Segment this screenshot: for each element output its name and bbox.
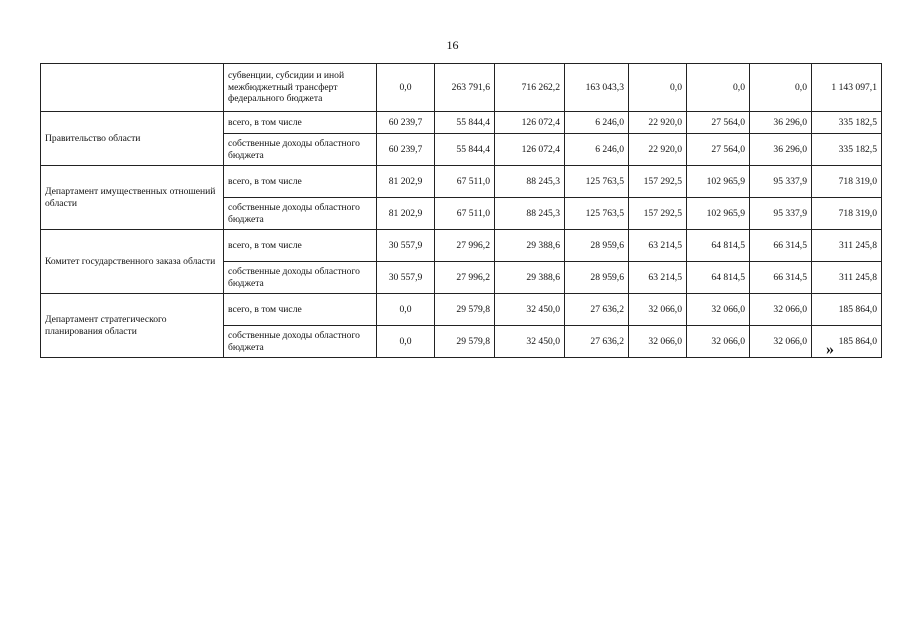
value-cell: 32 066,0: [687, 326, 750, 358]
value-cell: 157 292,5: [629, 166, 687, 198]
value-cell: 125 763,5: [565, 198, 629, 230]
value-cell: 32 450,0: [495, 326, 565, 358]
value-cell: 0,0: [750, 64, 812, 112]
value-cell: 32 066,0: [750, 326, 812, 358]
table-row: [41, 112, 882, 134]
value-cell: 157 292,5: [629, 198, 687, 230]
value-cell: 63 214,5: [629, 262, 687, 294]
value-cell: 0,0: [377, 64, 435, 112]
total-cell: 185 864,0: [812, 326, 882, 358]
value-cell: 126 072,4: [495, 112, 565, 134]
total-cell: 311 245,8: [812, 230, 882, 262]
value-cell: 27 996,2: [435, 230, 495, 262]
category-cell: собственные доходы областного бюджета: [224, 326, 377, 358]
value-cell: 32 066,0: [629, 294, 687, 326]
value-cell: 63 214,5: [629, 230, 687, 262]
value-cell: 55 844,4: [435, 134, 495, 166]
value-cell: 32 066,0: [629, 326, 687, 358]
value-cell: 67 511,0: [435, 166, 495, 198]
value-cell: 88 245,3: [495, 166, 565, 198]
category-cell: собственные доходы областного бюджета: [224, 198, 377, 230]
value-cell: 60 239,7: [377, 112, 435, 134]
value-cell: 60 239,7: [377, 134, 435, 166]
value-cell: 27 996,2: [435, 262, 495, 294]
value-cell: 64 814,5: [687, 230, 750, 262]
value-cell: 126 072,4: [495, 134, 565, 166]
value-cell: 67 511,0: [435, 198, 495, 230]
org-cell: Правительство области: [41, 112, 224, 166]
value-cell: 29 579,8: [435, 294, 495, 326]
table-row: [41, 294, 882, 326]
table-row: [41, 230, 882, 262]
value-cell: 81 202,9: [377, 198, 435, 230]
value-cell: 27 564,0: [687, 112, 750, 134]
total-cell: 718 319,0: [812, 166, 882, 198]
value-cell: 28 959,6: [565, 262, 629, 294]
org-cell: Департамент стратегического планирования области: [41, 294, 224, 358]
table-row: [41, 64, 882, 112]
value-cell: 30 557,9: [377, 230, 435, 262]
value-cell: 64 814,5: [687, 262, 750, 294]
org-cell: [41, 64, 224, 112]
value-cell: 6 246,0: [565, 134, 629, 166]
value-cell: 0,0: [629, 64, 687, 112]
value-cell: 66 314,5: [750, 262, 812, 294]
value-cell: 29 388,6: [495, 262, 565, 294]
category-cell: собственные доходы областного бюджета: [224, 134, 377, 166]
category-cell: всего, в том числе: [224, 166, 377, 198]
total-cell: 335 182,5: [812, 134, 882, 166]
value-cell: 102 965,9: [687, 166, 750, 198]
total-cell: 311 245,8: [812, 262, 882, 294]
total-cell: 335 182,5: [812, 112, 882, 134]
value-cell: 27 636,2: [565, 326, 629, 358]
value-cell: 32 066,0: [750, 294, 812, 326]
value-cell: 95 337,9: [750, 198, 812, 230]
org-cell: Департамент имущественных отношений области: [41, 166, 224, 230]
category-cell: собственные доходы областного бюджета: [224, 262, 377, 294]
value-cell: 29 388,6: [495, 230, 565, 262]
value-cell: 36 296,0: [750, 112, 812, 134]
value-cell: 55 844,4: [435, 112, 495, 134]
category-cell: всего, в том числе: [224, 230, 377, 262]
table-row: [41, 166, 882, 198]
value-cell: 0,0: [377, 294, 435, 326]
closing-quote-mark: »: [826, 341, 834, 358]
value-cell: 263 791,6: [435, 64, 495, 112]
value-cell: 32 450,0: [495, 294, 565, 326]
value-cell: 27 564,0: [687, 134, 750, 166]
page-number: 16: [446, 38, 459, 52]
category-cell: субвенции, субсидии и иной межбюджетный трансферт федерального бюджета: [224, 64, 377, 112]
value-cell: 27 636,2: [565, 294, 629, 326]
category-cell: всего, в том числе: [224, 112, 377, 134]
value-cell: 0,0: [687, 64, 750, 112]
value-cell: 30 557,9: [377, 262, 435, 294]
value-cell: 29 579,8: [435, 326, 495, 358]
value-cell: 163 043,3: [565, 64, 629, 112]
value-cell: 81 202,9: [377, 166, 435, 198]
value-cell: 716 262,2: [495, 64, 565, 112]
total-cell: 1 143 097,1: [812, 64, 882, 112]
value-cell: 88 245,3: [495, 198, 565, 230]
value-cell: 22 920,0: [629, 134, 687, 166]
total-cell: 185 864,0: [812, 294, 882, 326]
value-cell: 66 314,5: [750, 230, 812, 262]
category-cell: всего, в том числе: [224, 294, 377, 326]
value-cell: 32 066,0: [687, 294, 750, 326]
value-cell: 125 763,5: [565, 166, 629, 198]
org-cell: Комитет государственного заказа области: [41, 230, 224, 294]
value-cell: 95 337,9: [750, 166, 812, 198]
value-cell: 102 965,9: [687, 198, 750, 230]
budget-table: [40, 63, 882, 358]
value-cell: 0,0: [377, 326, 435, 358]
value-cell: 22 920,0: [629, 112, 687, 134]
value-cell: 36 296,0: [750, 134, 812, 166]
total-cell: 718 319,0: [812, 198, 882, 230]
value-cell: 28 959,6: [565, 230, 629, 262]
value-cell: 6 246,0: [565, 112, 629, 134]
